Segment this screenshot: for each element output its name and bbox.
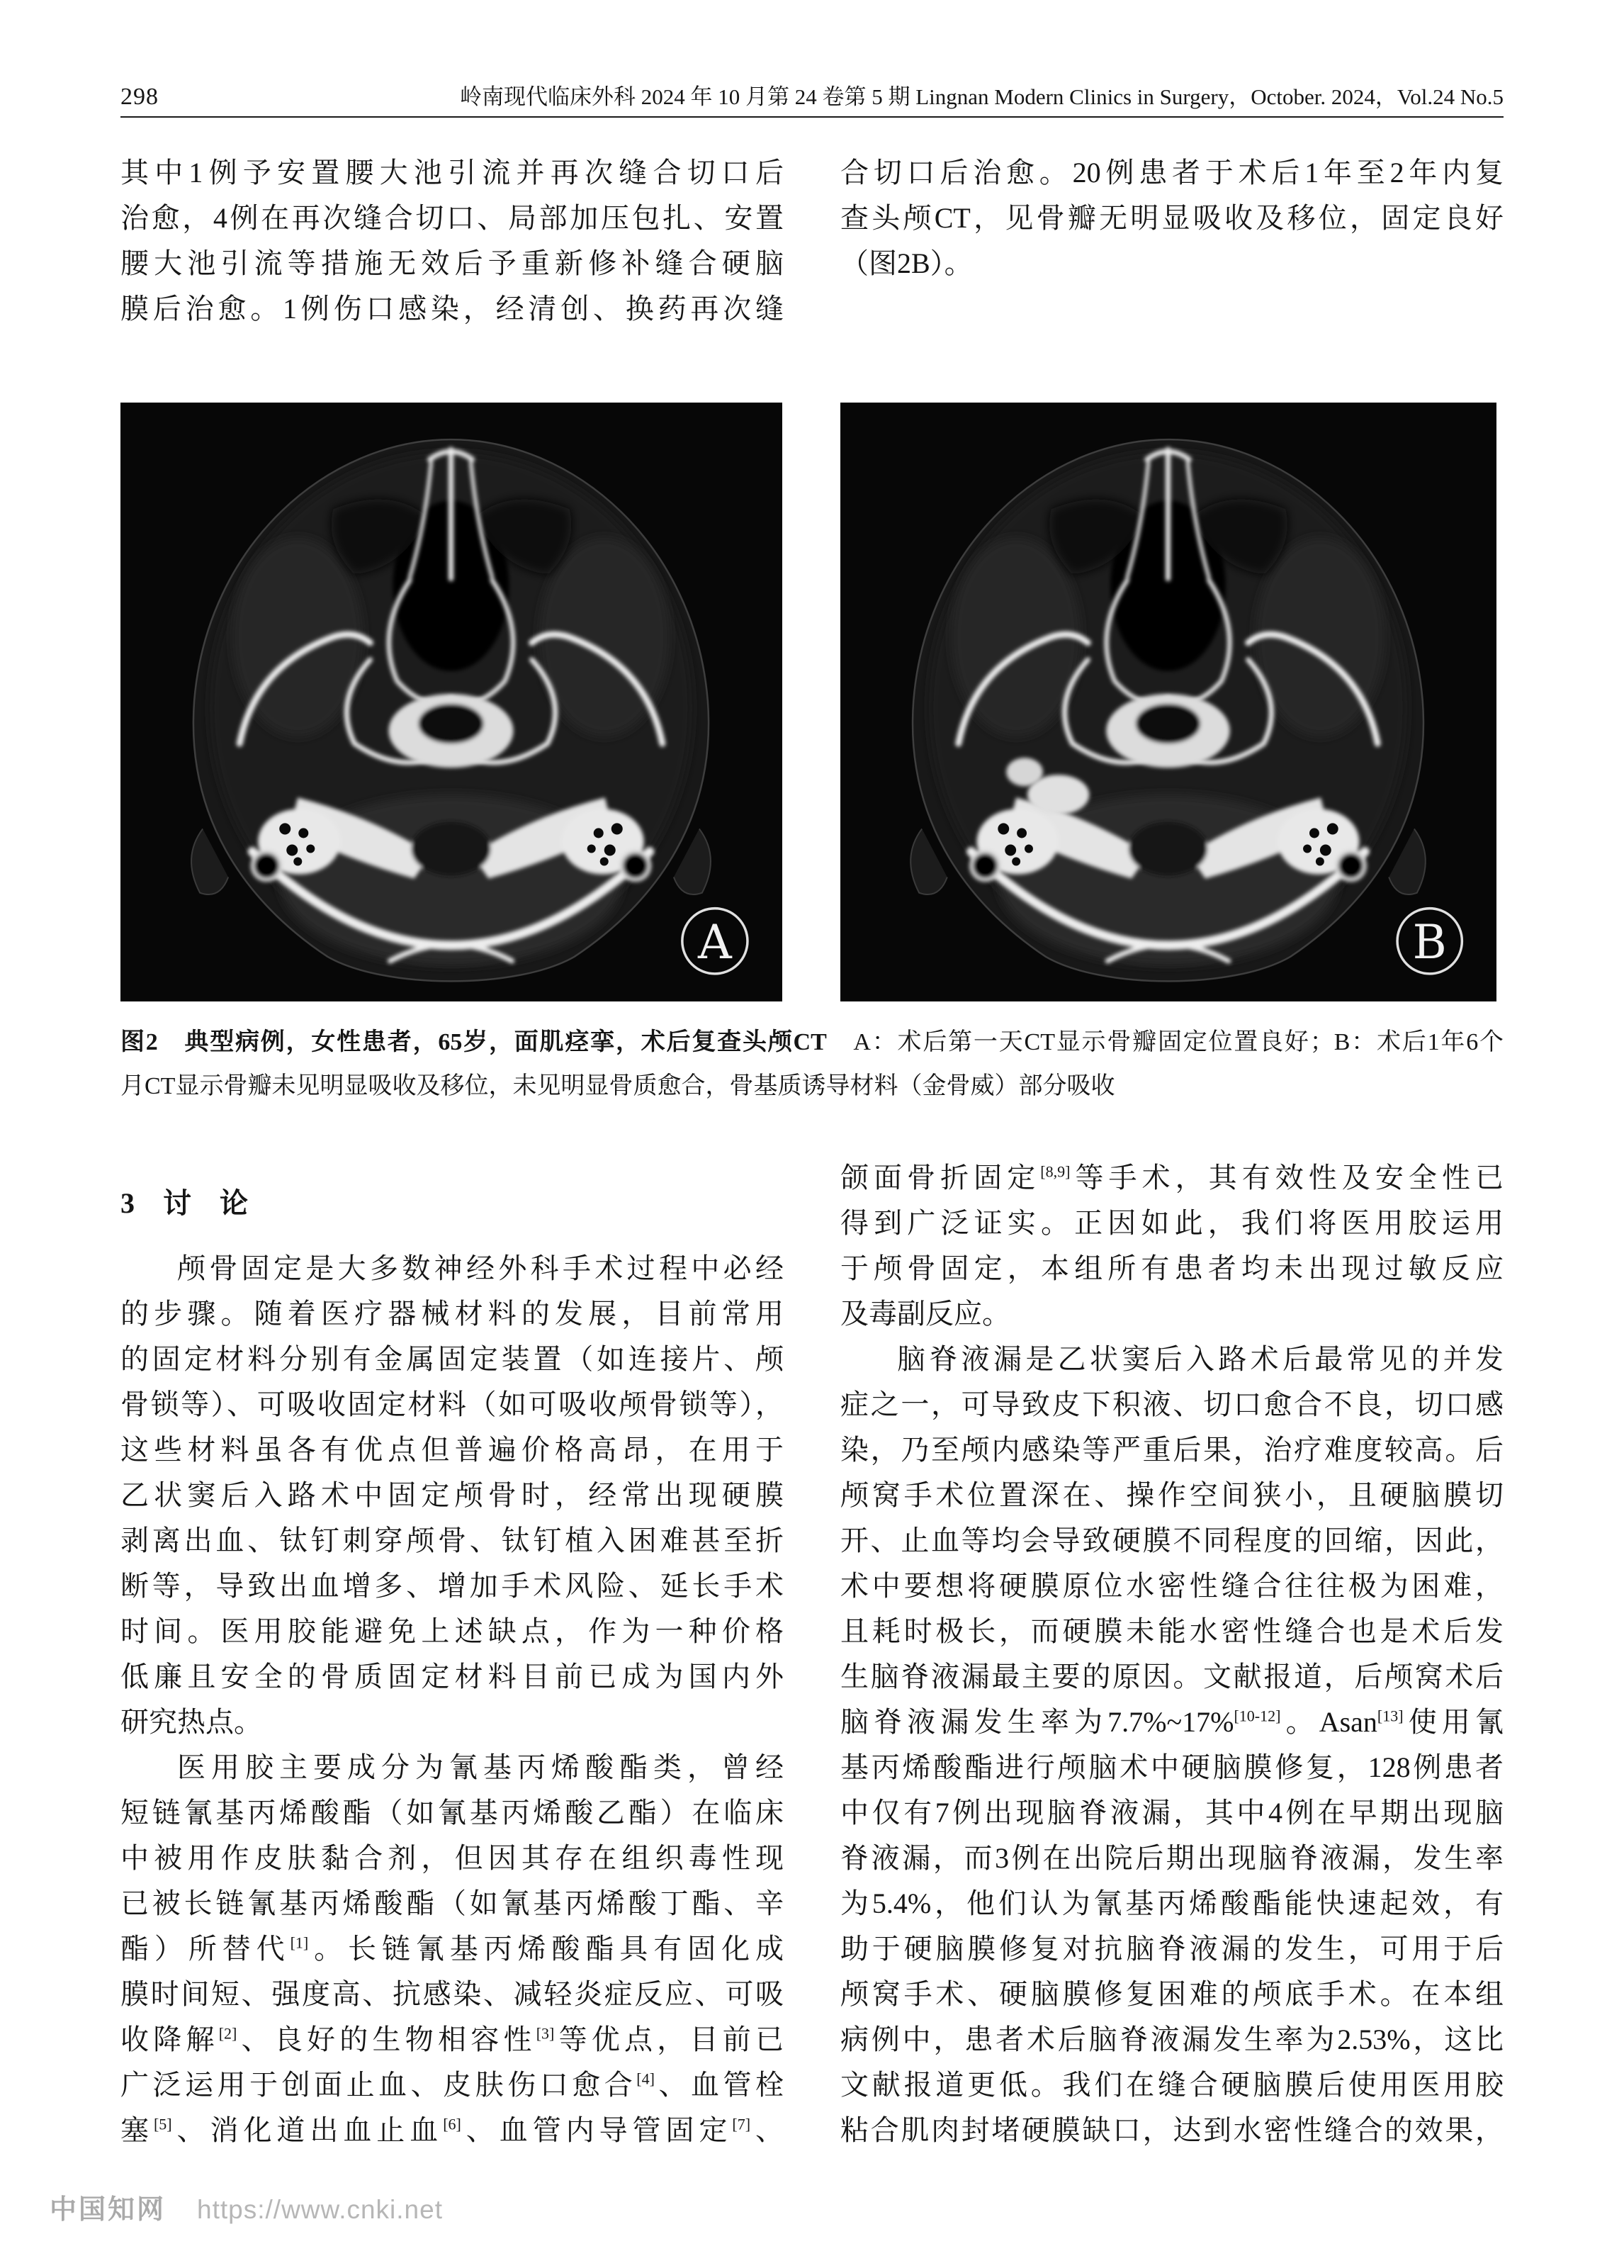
- cnki-logo-text: 中国知网: [50, 2195, 167, 2225]
- ct-scan-b: [840, 403, 1496, 1001]
- text-line: 开、止血等均会导致硬膜不同程度的回缩，因此，: [840, 1525, 1504, 1556]
- panel-a-label: A: [698, 914, 732, 970]
- figure-caption: [120, 1021, 1504, 1108]
- text-line: 术中要想将硬膜原位水密性缝合往往极为困难，: [840, 1570, 1504, 1602]
- text-line: 助于硬脑膜修复对抗脑脊液漏的发生，可用于后: [840, 1933, 1504, 1965]
- text-line: 塞[5]、消化道出血止血[6]、血管内导管固定[7]、: [120, 2114, 784, 2146]
- text-line: 得到广泛证实。正因如此，我们将医用胶运用: [840, 1207, 1504, 1239]
- text-line: 剥离出血、钛钉刺穿颅骨、钛钉植入困难甚至折: [120, 1525, 784, 1556]
- caption-figure-label: 图2 典型病例，女性患者，65岁，面肌痉挛，术后复查头颅CT: [120, 1029, 827, 1055]
- text-line: 于颅骨固定，本组所有患者均未出现过敏反应: [840, 1252, 1504, 1284]
- text-line: 这些材料虽各有优点但普遍价格高昂，在用于: [120, 1434, 784, 1466]
- text-line: 的固定材料分别有金属固定装置（如连接片、颅: [120, 1343, 784, 1375]
- text-line: 乙状窦后入路术中固定颅骨时，经常出现硬膜: [120, 1479, 784, 1511]
- caption-line-2: 月CT显示骨瓣未见明显吸收及移位，未见明显骨质愈合，骨基质诱导材料（金骨威）部分吸收: [120, 1073, 1115, 1099]
- text-line: 颌面骨折固定[8,9]等手术，其有效性及安全性已: [840, 1162, 1504, 1194]
- text-line: 已被长链氰基丙烯酸酯（如氰基丙烯酸丁酯、辛: [120, 1887, 784, 1919]
- text-line: 症之一，可导致皮下积液、切口愈合不良，切口感: [840, 1388, 1504, 1420]
- caption-line-1-rest: A：术后第一天CT显示骨瓣固定位置良好；B：术后1年6个: [826, 1029, 1504, 1055]
- text-line: 染，乃至颅内感染等严重后果，治疗难度较高。后: [840, 1434, 1504, 1466]
- text-line: 膜后治愈。1例伤口感染，经清创、换药再次缝: [120, 293, 784, 325]
- text-line: 为5.4%，他们认为氰基丙烯酸酯能快速起效，有: [840, 1887, 1504, 1919]
- ct-image-b: [840, 403, 1496, 1001]
- page-header: [120, 74, 1504, 111]
- caption-line-1: [120, 1021, 1504, 1065]
- text-line: 膜时间短、强度高、抗感染、减轻炎症反应、可吸: [120, 1978, 784, 2010]
- cnki-watermark: [50, 2187, 443, 2226]
- text-line: 酯）所替代[1]。长链氰基丙烯酸酯具有固化成: [120, 1933, 784, 1965]
- text-line: 低廉且安全的骨质固定材料目前已成为国内外: [120, 1661, 784, 1692]
- section-heading-discussion: 3 讨 论: [120, 1187, 248, 1219]
- text-line: 断等，导致出血增多、增加手术风险、延长手术: [120, 1570, 784, 1602]
- discussion-left-column: [120, 1246, 784, 2153]
- intro-right-column: [840, 150, 1504, 286]
- text-line: 查头颅CT，见骨瓣无明显吸收及移位，固定良好: [840, 202, 1504, 234]
- text-line: 脊液漏，而3例在出院后期出现脑脊液漏，发生率: [840, 1842, 1504, 1874]
- text-line: 骨锁等）、可吸收固定材料（如可吸收颅骨锁等），: [120, 1388, 784, 1420]
- journal-title-line: 岭南现代临床外科 2024 年 10 月第 24 卷第 5 期 Lingnan Modern Clinics in Surgery，October. 2024，Vol.24 No.5: [459, 84, 1504, 109]
- text-line: 文献报道更低。我们在缝合硬脑膜后使用医用胶: [840, 2069, 1504, 2101]
- text-line: 基丙烯酸酯进行颅脑术中硬脑膜修复，128例患者: [840, 1751, 1504, 1783]
- panel-b-label: B: [1412, 914, 1447, 970]
- text-line: （图2B）。: [840, 247, 973, 279]
- text-line: 短链氰基丙烯酸酯（如氰基丙烯酸乙酯）在临床: [120, 1797, 784, 1829]
- text-line: 时间。医用胶能避免上述缺点，作为一种价格: [120, 1615, 784, 1647]
- text-line: 收降解[2]、良好的生物相容性[3]等优点，目前已: [120, 2023, 784, 2055]
- text-line: 合切口后治愈。20例患者于术后1年至2年内复: [840, 157, 1504, 189]
- text-line: 广泛运用于创面止血、皮肤伤口愈合[4]、血管栓: [120, 2069, 784, 2101]
- ct-image-a: [120, 403, 782, 1001]
- text-line: 治愈，4例在再次缝合切口、局部加压包扎、安置: [120, 202, 784, 234]
- text-line: 且耗时极长，而硬膜未能水密性缝合也是术后发: [840, 1615, 1504, 1647]
- text-line: 脑脊液漏发生率为7.7%~17%[10-12]。Asan[13]使用氰: [840, 1706, 1504, 1738]
- text-line: 研究热点。: [120, 1706, 262, 1738]
- text-line: 病例中，患者术后脑脊液漏发生率为2.53%，这比: [840, 2023, 1504, 2055]
- text-line: 颅骨固定是大多数神经外科手术过程中必经: [177, 1252, 784, 1284]
- text-line: 脑脊液漏是乙状窦后入路术后最常见的并发: [897, 1343, 1504, 1375]
- text-line: 粘合肌肉封堵硬膜缺口，达到水密性缝合的效果，: [840, 2114, 1504, 2146]
- discussion-right-column: [840, 1155, 1504, 2153]
- ct-scan-a: [120, 403, 782, 1001]
- header-rule: [120, 116, 1504, 118]
- page-number: 298: [120, 84, 159, 110]
- text-line: 的步骤。随着医疗器械材料的发展，目前常用: [120, 1298, 784, 1330]
- text-line: 颅窝手术位置深在、操作空间狭小，且硬脑膜切: [840, 1479, 1504, 1511]
- text-line: 医用胶主要成分为氰基丙烯酸酯类，曾经: [177, 1751, 784, 1783]
- text-line: 腰大池引流等措施无效后予重新修补缝合硬脑: [120, 247, 784, 279]
- cnki-url: https://www.cnki.net: [197, 2195, 443, 2224]
- text-line: 生脑脊液漏最主要的原因。文献报道，后颅窝术后: [840, 1661, 1504, 1692]
- text-line: 中仅有7例出现脑脊液漏，其中4例在早期出现脑: [840, 1797, 1504, 1829]
- text-line: 其中1例予安置腰大池引流并再次缝合切口后: [120, 157, 784, 189]
- text-line: 中被用作皮肤黏合剂，但因其存在组织毒性现: [120, 1842, 784, 1874]
- text-line: 及毒副反应。: [840, 1298, 1010, 1330]
- intro-left-column: [120, 150, 784, 332]
- text-line: 颅窝手术、硬脑膜修复困难的颅底手术。在本组: [840, 1978, 1504, 2010]
